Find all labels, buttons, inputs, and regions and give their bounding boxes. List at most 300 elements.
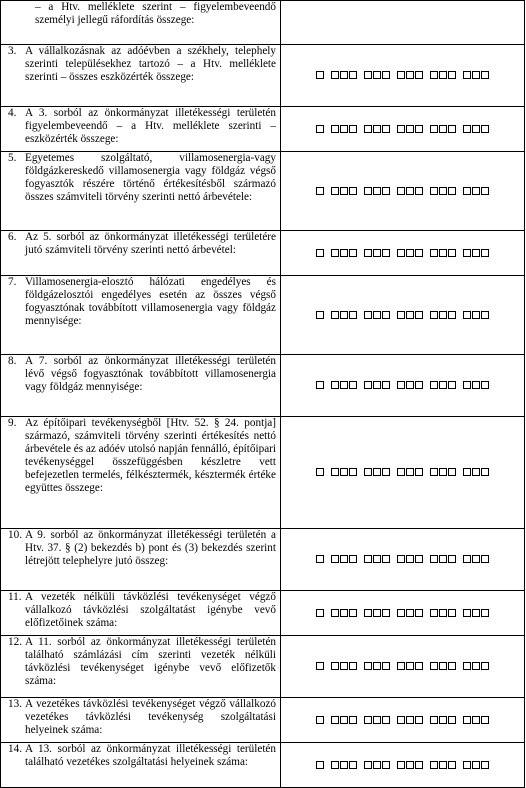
digit-box[interactable]: [481, 249, 489, 257]
digit-box-group: [316, 609, 324, 617]
digit-box[interactable]: [340, 187, 348, 195]
digit-box-group: [463, 662, 489, 670]
digit-box-group: [430, 468, 456, 476]
row-number: 8.: [8, 355, 17, 367]
digit-box[interactable]: [349, 187, 357, 195]
digit-box[interactable]: [316, 468, 324, 476]
digit-box[interactable]: [349, 555, 357, 563]
digit-box[interactable]: [373, 71, 381, 79]
digit-box[interactable]: [349, 468, 357, 476]
digit-box[interactable]: [430, 555, 438, 563]
digit-box[interactable]: [448, 761, 456, 769]
digit-box-group: [463, 761, 489, 769]
digit-box[interactable]: [430, 311, 438, 319]
row-label: A 7. sorból az önkormányzat illetékességi területén lévő végső fogyasztónak továbbított villamosenergia vagy földgáz mennyisége:: [25, 355, 276, 393]
row-label: Az építőipari tevékenységből [Htv. 52. § 24. pontja] származó, számviteli törvény szerinti értékesítés nettó árbevétele és az adóév utolsó napján fennálló, építőipari tevékenységgel összefüggésben készletre vett befejezetlen termelés, félkésztermék, késztermék értéke együttes összege:: [25, 417, 276, 494]
digit-box[interactable]: [415, 761, 423, 769]
digit-box[interactable]: [463, 125, 471, 133]
row-number: 3.: [8, 45, 17, 57]
digit-box[interactable]: [472, 381, 480, 389]
digit-box[interactable]: [430, 249, 438, 257]
digit-box-group: [364, 71, 390, 79]
digit-box[interactable]: [397, 716, 405, 724]
digit-box[interactable]: [472, 187, 480, 195]
digit-box[interactable]: [349, 125, 357, 133]
digit-box[interactable]: [364, 71, 372, 79]
digit-box[interactable]: [364, 187, 372, 195]
digit-box[interactable]: [382, 761, 390, 769]
digit-box[interactable]: [406, 761, 414, 769]
row-number: 5.: [8, 152, 17, 164]
digit-box[interactable]: [448, 187, 456, 195]
digit-box[interactable]: [349, 381, 357, 389]
row-label: – a Htv. melléklete szerint – figyelembeveendő személyi jellegű ráfordítás összege:: [35, 1, 276, 26]
digit-box[interactable]: [481, 381, 489, 389]
digit-box[interactable]: [472, 555, 480, 563]
digit-box[interactable]: [316, 716, 324, 724]
digit-box[interactable]: [472, 716, 480, 724]
digit-box[interactable]: [331, 609, 339, 617]
digit-box[interactable]: [481, 761, 489, 769]
digit-box[interactable]: [349, 662, 357, 670]
row-label: Az 5. sorból az önkormányzat illetékességi területére jutó számviteli törvény szerinti nettó árbevétel:: [25, 231, 276, 256]
digit-box-group: [364, 609, 390, 617]
digit-box[interactable]: [331, 125, 339, 133]
digit-box[interactable]: [373, 468, 381, 476]
digit-box[interactable]: [472, 662, 480, 670]
row-label-cell: [1, 417, 281, 529]
digit-box[interactable]: [439, 555, 447, 563]
row-value-cell: [281, 591, 525, 636]
digit-box[interactable]: [481, 609, 489, 617]
digit-box[interactable]: [463, 761, 471, 769]
digit-box-group: [316, 249, 324, 257]
digit-box[interactable]: [448, 249, 456, 257]
form-row: [1, 107, 525, 152]
row-label-cell: [1, 743, 281, 788]
row-number: 12.: [8, 636, 22, 648]
digit-box[interactable]: [364, 716, 372, 724]
row-value-cell: [281, 417, 525, 529]
row-label: A vezetékes távközlési tevékenységet végző vállalkozó vezetékes távközlési tevékenység szolgáltatási helyeinek száma:: [25, 698, 276, 736]
digit-box[interactable]: [448, 311, 456, 319]
digit-box-group: [463, 249, 489, 257]
digit-box[interactable]: [382, 555, 390, 563]
digit-box[interactable]: [439, 311, 447, 319]
digit-box[interactable]: [439, 125, 447, 133]
row-value-cell: [281, 743, 525, 788]
digit-box[interactable]: [331, 311, 339, 319]
digit-box[interactable]: [397, 249, 405, 257]
digit-box[interactable]: [463, 71, 471, 79]
digit-boxes: [281, 698, 524, 741]
digit-box-group: [430, 555, 456, 563]
digit-boxes: [281, 743, 524, 786]
digit-box[interactable]: [481, 662, 489, 670]
digit-box[interactable]: [472, 71, 480, 79]
digit-box-group: [364, 311, 390, 319]
digit-boxes: [281, 107, 524, 150]
digit-box-group: [430, 187, 456, 195]
digit-box[interactable]: [373, 716, 381, 724]
digit-box[interactable]: [382, 468, 390, 476]
digit-box[interactable]: [364, 381, 372, 389]
digit-box-group: [397, 71, 423, 79]
digit-box[interactable]: [349, 311, 357, 319]
digit-box[interactable]: [430, 187, 438, 195]
digit-box[interactable]: [439, 381, 447, 389]
digit-box-group: [364, 249, 390, 257]
row-label: A vezeték nélküli távközlési tevékenységet végző vállalkozó távközlési szolgáltatást igénybe vevő előfizetőinek száma:: [25, 591, 276, 629]
digit-box-group: [316, 716, 324, 724]
row-label-cell: [1, 355, 281, 417]
digit-box[interactable]: [472, 761, 480, 769]
digit-box-group: [430, 249, 456, 257]
digit-box-group: [463, 381, 489, 389]
digit-box[interactable]: [406, 125, 414, 133]
digit-box[interactable]: [439, 187, 447, 195]
digit-box[interactable]: [448, 125, 456, 133]
digit-box-group: [364, 468, 390, 476]
digit-box[interactable]: [439, 761, 447, 769]
row-label: Egyetemes szolgáltató, villamosenergia-vagy földgázkereskedő villamosenergia vagy földgáz végső fogyasztók részére történő értékesítésből származó összes számviteli törvény szerinti nettó árbevétele:: [25, 152, 276, 203]
digit-box-group: [316, 71, 324, 79]
digit-box[interactable]: [316, 311, 324, 319]
digit-box[interactable]: [364, 761, 372, 769]
digit-box[interactable]: [481, 71, 489, 79]
digit-box[interactable]: [439, 468, 447, 476]
digit-box[interactable]: [340, 71, 348, 79]
digit-box-group: [397, 716, 423, 724]
row-value-cell: [281, 45, 525, 107]
digit-box[interactable]: [397, 609, 405, 617]
digit-box[interactable]: [481, 555, 489, 563]
digit-box[interactable]: [472, 311, 480, 319]
digit-box-group: [331, 249, 357, 257]
digit-box[interactable]: [463, 311, 471, 319]
digit-box-group: [430, 381, 456, 389]
digit-box[interactable]: [364, 555, 372, 563]
row-label: A vállalkozásnak az adóévben a székhely, telephely szerinti településekhez tartozó – a Htv. melléklete szerinti – összes eszközérték összege:: [25, 45, 276, 83]
digit-box[interactable]: [406, 468, 414, 476]
digit-box[interactable]: [340, 381, 348, 389]
digit-box[interactable]: [373, 662, 381, 670]
form-row: [1, 1, 525, 45]
digit-box[interactable]: [448, 468, 456, 476]
digit-box[interactable]: [415, 555, 423, 563]
digit-boxes: [281, 276, 524, 353]
digit-box[interactable]: [373, 555, 381, 563]
digit-box[interactable]: [481, 716, 489, 724]
digit-box[interactable]: [382, 71, 390, 79]
digit-box-group: [463, 311, 489, 319]
digit-box[interactable]: [349, 609, 357, 617]
digit-box[interactable]: [382, 249, 390, 257]
digit-box[interactable]: [364, 609, 372, 617]
digit-box[interactable]: [415, 381, 423, 389]
digit-box-group: [364, 761, 390, 769]
digit-box[interactable]: [481, 187, 489, 195]
digit-box-group: [316, 311, 324, 319]
row-value-cell: [281, 529, 525, 591]
digit-box[interactable]: [415, 187, 423, 195]
digit-box[interactable]: [448, 381, 456, 389]
digit-box-group: [331, 662, 357, 670]
digit-box-group: [364, 716, 390, 724]
digit-box-group: [331, 311, 357, 319]
digit-box[interactable]: [331, 716, 339, 724]
digit-box[interactable]: [397, 311, 405, 319]
digit-box[interactable]: [415, 71, 423, 79]
digit-boxes: [281, 529, 524, 589]
digit-box[interactable]: [349, 761, 357, 769]
digit-box[interactable]: [430, 71, 438, 79]
digit-box-group: [331, 555, 357, 563]
row-value-cell: [281, 276, 525, 355]
digit-box[interactable]: [340, 311, 348, 319]
digit-box[interactable]: [340, 249, 348, 257]
digit-boxes: [281, 45, 524, 105]
digit-box[interactable]: [463, 555, 471, 563]
row-value-cell: [281, 231, 525, 276]
digit-box[interactable]: [439, 716, 447, 724]
digit-box-group: [430, 609, 456, 617]
digit-box[interactable]: [397, 468, 405, 476]
row-label-cell: [1, 529, 281, 591]
digit-box[interactable]: [382, 187, 390, 195]
digit-boxes: [281, 417, 524, 527]
form-row: [1, 152, 525, 231]
digit-box-group: [463, 125, 489, 133]
digit-box[interactable]: [316, 609, 324, 617]
digit-box[interactable]: [472, 609, 480, 617]
digit-box[interactable]: [406, 249, 414, 257]
digit-box-group: [331, 716, 357, 724]
digit-box-group: [463, 716, 489, 724]
digit-box[interactable]: [373, 249, 381, 257]
digit-box[interactable]: [340, 125, 348, 133]
digit-box[interactable]: [430, 125, 438, 133]
digit-box[interactable]: [382, 311, 390, 319]
digit-box[interactable]: [373, 187, 381, 195]
row-number: 10.: [8, 529, 22, 541]
digit-box-group: [331, 125, 357, 133]
form-row: [1, 231, 525, 276]
digit-box[interactable]: [316, 71, 324, 79]
digit-box[interactable]: [448, 716, 456, 724]
form-row: [1, 591, 525, 636]
digit-box[interactable]: [430, 468, 438, 476]
digit-box[interactable]: [439, 662, 447, 670]
digit-box[interactable]: [349, 71, 357, 79]
digit-box[interactable]: [364, 311, 372, 319]
digit-box-group: [397, 311, 423, 319]
row-number: 14.: [8, 743, 22, 755]
digit-box[interactable]: [397, 71, 405, 79]
digit-box-group: [397, 187, 423, 195]
digit-box[interactable]: [463, 716, 471, 724]
row-label: A 13. sorból az önkormányzat illetékességi területén található vezetékes szolgáltatási helyeinek száma:: [25, 743, 276, 768]
digit-box[interactable]: [331, 761, 339, 769]
digit-box[interactable]: [430, 381, 438, 389]
digit-box[interactable]: [316, 761, 324, 769]
digit-box[interactable]: [463, 609, 471, 617]
digit-box[interactable]: [397, 125, 405, 133]
digit-box-group: [430, 662, 456, 670]
form-row: [1, 743, 525, 788]
row-value-cell: [281, 1, 525, 45]
digit-box[interactable]: [340, 468, 348, 476]
digit-box[interactable]: [331, 555, 339, 563]
digit-box[interactable]: [448, 609, 456, 617]
digit-box[interactable]: [364, 249, 372, 257]
digit-box[interactable]: [406, 187, 414, 195]
digit-box[interactable]: [340, 662, 348, 670]
digit-box[interactable]: [472, 125, 480, 133]
digit-box[interactable]: [382, 125, 390, 133]
digit-box[interactable]: [331, 468, 339, 476]
digit-box[interactable]: [364, 468, 372, 476]
row-label: A 3. sorból az önkormányzat illetékességi területén figyelembeveendő – a Htv. melléklete szerinti – eszközérték összege:: [25, 107, 276, 145]
digit-box[interactable]: [415, 249, 423, 257]
digit-box[interactable]: [415, 311, 423, 319]
digit-box-group: [364, 662, 390, 670]
digit-box[interactable]: [364, 662, 372, 670]
form-row: [1, 636, 525, 698]
digit-box[interactable]: [331, 71, 339, 79]
digit-box[interactable]: [382, 716, 390, 724]
digit-box-group: [364, 555, 390, 563]
digit-box[interactable]: [331, 381, 339, 389]
row-value-cell: [281, 152, 525, 231]
digit-box[interactable]: [340, 716, 348, 724]
digit-box[interactable]: [463, 662, 471, 670]
digit-box[interactable]: [406, 71, 414, 79]
digit-box[interactable]: [316, 662, 324, 670]
row-number: 7.: [8, 276, 17, 288]
digit-box[interactable]: [406, 381, 414, 389]
digit-box[interactable]: [331, 662, 339, 670]
form-row: [1, 417, 525, 529]
digit-box-group: [316, 187, 324, 195]
digit-box[interactable]: [439, 249, 447, 257]
digit-box[interactable]: [397, 187, 405, 195]
digit-box[interactable]: [406, 555, 414, 563]
row-value-cell: [281, 698, 525, 743]
digit-box[interactable]: [415, 125, 423, 133]
digit-box-group: [430, 761, 456, 769]
digit-box[interactable]: [439, 71, 447, 79]
digit-box[interactable]: [448, 555, 456, 563]
digit-box[interactable]: [316, 249, 324, 257]
digit-box[interactable]: [430, 609, 438, 617]
digit-box[interactable]: [481, 468, 489, 476]
digit-box-group: [397, 555, 423, 563]
digit-box[interactable]: [340, 609, 348, 617]
digit-box[interactable]: [472, 249, 480, 257]
digit-box[interactable]: [406, 311, 414, 319]
digit-box[interactable]: [406, 662, 414, 670]
digit-box-group: [397, 249, 423, 257]
digit-box[interactable]: [430, 662, 438, 670]
digit-boxes: [281, 636, 524, 696]
digit-box[interactable]: [316, 381, 324, 389]
digit-box[interactable]: [373, 125, 381, 133]
digit-box-group: [364, 381, 390, 389]
digit-box[interactable]: [415, 468, 423, 476]
digit-box[interactable]: [397, 555, 405, 563]
digit-box-group: [364, 187, 390, 195]
digit-box[interactable]: [373, 761, 381, 769]
digit-box[interactable]: [382, 662, 390, 670]
digit-box[interactable]: [397, 381, 405, 389]
digit-box[interactable]: [331, 249, 339, 257]
digit-box[interactable]: [472, 468, 480, 476]
digit-box[interactable]: [349, 249, 357, 257]
digit-box-group: [331, 761, 357, 769]
digit-box[interactable]: [430, 716, 438, 724]
digit-box[interactable]: [397, 662, 405, 670]
digit-box[interactable]: [382, 609, 390, 617]
digit-box[interactable]: [373, 381, 381, 389]
digit-box[interactable]: [316, 187, 324, 195]
digit-box[interactable]: [373, 609, 381, 617]
digit-box[interactable]: [373, 311, 381, 319]
digit-box[interactable]: [463, 249, 471, 257]
form-row: [1, 276, 525, 355]
digit-box[interactable]: [406, 609, 414, 617]
digit-box[interactable]: [481, 125, 489, 133]
row-value-cell: [281, 636, 525, 698]
digit-box[interactable]: [316, 555, 324, 563]
digit-box[interactable]: [364, 125, 372, 133]
row-label-cell: [1, 636, 281, 698]
digit-box-group: [331, 609, 357, 617]
digit-box-group: [316, 555, 324, 563]
row-label-cell: [1, 152, 281, 231]
digit-box[interactable]: [340, 555, 348, 563]
digit-box[interactable]: [448, 71, 456, 79]
digit-box[interactable]: [316, 125, 324, 133]
row-value-cell: [281, 107, 525, 152]
digit-box[interactable]: [430, 761, 438, 769]
digit-box[interactable]: [382, 381, 390, 389]
digit-box-group: [331, 468, 357, 476]
digit-box[interactable]: [397, 761, 405, 769]
digit-box[interactable]: [349, 716, 357, 724]
digit-box[interactable]: [415, 662, 423, 670]
digit-box-group: [397, 609, 423, 617]
digit-box[interactable]: [331, 187, 339, 195]
digit-box[interactable]: [463, 468, 471, 476]
digit-box-group: [430, 716, 456, 724]
digit-box[interactable]: [415, 609, 423, 617]
row-number: 11.: [8, 591, 22, 603]
digit-box[interactable]: [463, 381, 471, 389]
digit-box[interactable]: [439, 609, 447, 617]
digit-box[interactable]: [406, 716, 414, 724]
row-label-cell: [1, 698, 281, 743]
row-number: 13.: [8, 698, 22, 710]
row-label-cell: [1, 231, 281, 276]
digit-box[interactable]: [340, 761, 348, 769]
digit-box[interactable]: [463, 187, 471, 195]
digit-box[interactable]: [448, 662, 456, 670]
digit-box[interactable]: [415, 716, 423, 724]
form-row: [1, 45, 525, 107]
digit-box-group: [430, 311, 456, 319]
digit-box[interactable]: [481, 311, 489, 319]
